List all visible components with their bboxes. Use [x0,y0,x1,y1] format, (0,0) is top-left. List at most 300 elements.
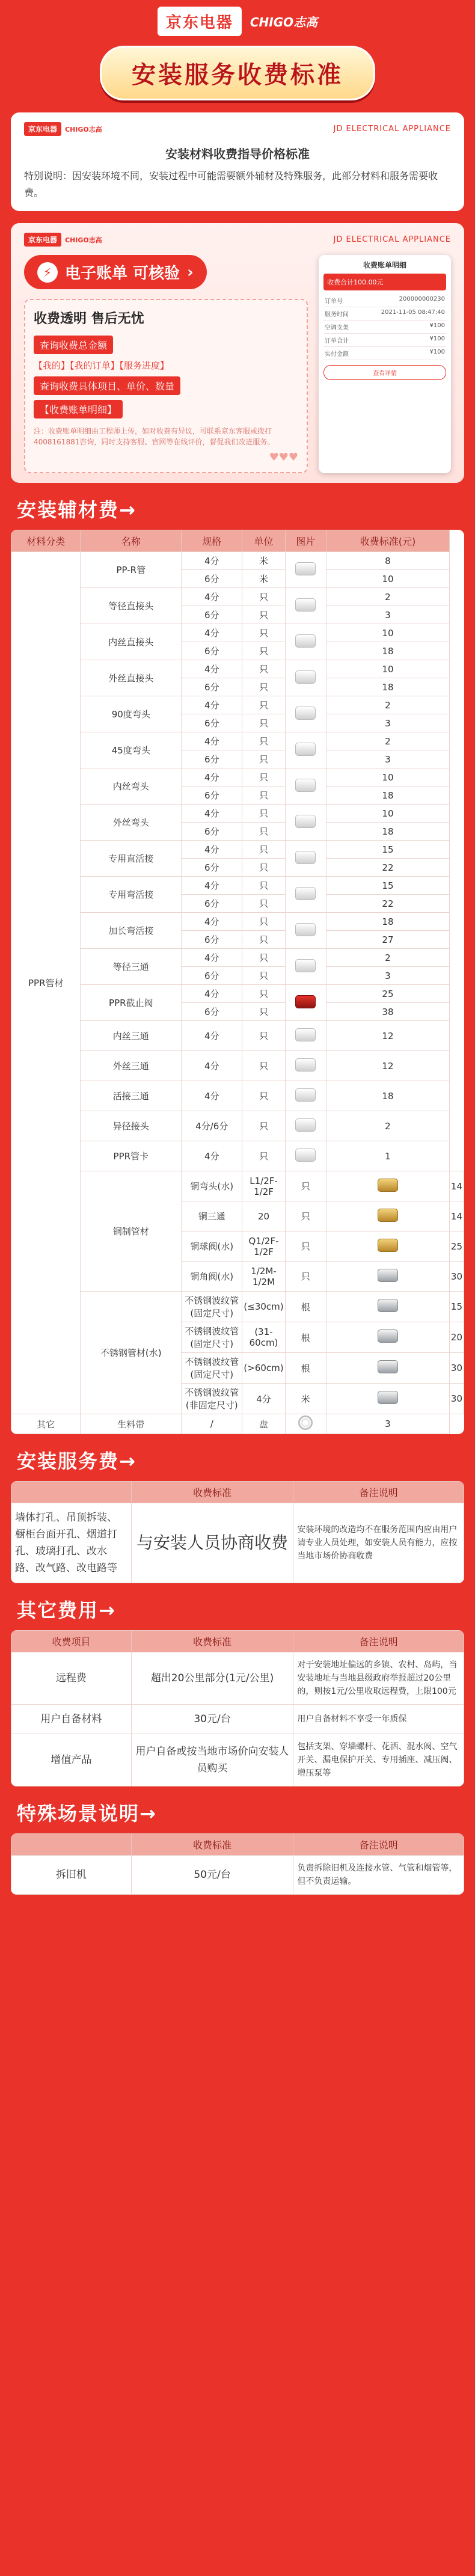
material-unit: 只 [242,967,285,985]
phone-rows [323,294,446,360]
material-image [326,1292,450,1322]
material-price: 10 [326,624,450,642]
phone-row-label: 订单号 [325,298,343,305]
ebill-left [24,255,308,473]
material-spec: 4分 [182,660,242,678]
material-unit: 只 [242,985,285,1003]
material-unit: 只 [242,750,285,768]
material-price: 2 [326,949,450,967]
fee-standard: 30元/台 [131,1705,293,1734]
material-price: 10 [326,768,450,787]
material-unit: 米 [242,552,285,570]
install-table-wrap [11,1481,464,1583]
ebill-eng-label: JD ELECTRICAL APPLIANCE [333,235,451,244]
material-name: 90度弯头 [81,696,182,732]
other-body [11,1652,464,1786]
fitting-icon [378,1209,398,1222]
material-name: 等径三通 [81,949,182,985]
phone-row [323,347,446,360]
material-unit: 盘 [242,1414,285,1434]
material-unit: 只 [242,823,285,841]
material-unit: 只 [285,1201,326,1231]
material-unit: 只 [242,732,285,750]
arrow-right-icon: › [187,263,194,281]
fee-standard: 用户自备或按当地市场价向安装人员购买 [131,1734,293,1786]
material-unit: 只 [242,660,285,678]
materials-table-wrap [11,530,464,1434]
notice-eng-label: JD ELECTRICAL APPLIANCE [333,124,451,133]
material-name: 外丝直接头 [81,660,182,696]
material-spec: 4分 [182,768,242,787]
table-row [11,1856,464,1895]
material-price: 15 [449,1292,464,1322]
fitting-icon [295,923,316,936]
other-section-title: 其它费用→ [17,1599,116,1622]
special-note: 负责拆除旧机及连接水管、气管和烟管等，但不负责运输。 [293,1856,464,1895]
material-spec: 4分/6分 [182,1111,242,1141]
material-spec: 4分 [182,1021,242,1051]
material-unit: 根 [285,1322,326,1353]
material-name: 加长弯活接 [81,913,182,949]
material-image [285,660,326,696]
table-row [11,1652,464,1705]
special-table-wrap [11,1833,464,1895]
material-category: 铜制管材 [81,1171,182,1292]
material-price: 2 [326,588,450,606]
special-table [11,1833,464,1895]
fitting-icon [298,1415,313,1430]
material-price: 15 [326,841,450,859]
material-image [285,1141,326,1171]
ebill-tag-bill: 【收费账单明细】 [34,400,123,419]
materials-body [11,552,464,1434]
material-image [285,768,326,805]
material-unit: 米 [285,1384,326,1414]
material-category: PPR管材 [11,552,81,1414]
material-price: 38 [326,1003,450,1021]
fitting-icon [295,995,316,1008]
material-image [285,913,326,949]
material-name: 铜弯头(水) [182,1171,242,1201]
material-price: 14 [449,1171,464,1201]
material-spec: 6分 [182,931,242,949]
ebill-tag-total: 查询收费总金额 [34,336,113,354]
materials-header-row [11,530,464,552]
hearts-icon: ♥♥♥ [269,451,298,464]
ebill-chigo-logo: CHIGO志高 [65,236,102,244]
material-price: 30 [449,1262,464,1292]
install-table [11,1481,464,1583]
notice-card-head [24,122,451,136]
material-name: 铜球阀(水) [182,1231,242,1262]
material-price: 3 [326,750,450,768]
material-spec: 1/2M-1/2M [242,1262,285,1292]
material-name: 铜角阀(水) [182,1262,242,1292]
fitting-icon [295,1148,316,1162]
material-price: 10 [326,570,450,588]
notice-text: 特别说明：因安装环境不同，安装过程中可能需要额外辅材及特殊服务，此部分材料和服务需要收费。 [24,170,438,198]
phone-row [323,320,446,334]
material-spec: 6分 [182,1003,242,1021]
ebill-grid [24,255,451,473]
fitting-icon [295,959,316,972]
materials-table [11,530,464,1434]
page-title: 安装服务收费标准 [100,46,375,100]
fee-note: 用户自备材料不享受一年质保 [293,1705,464,1734]
material-spec: 4分 [182,805,242,823]
material-spec: 4分 [182,732,242,750]
install-section-title: 安装服务费→ [17,1450,136,1473]
material-price: 1 [326,1141,450,1171]
material-unit: 只 [242,895,285,913]
fitting-icon [378,1239,398,1252]
material-unit: 只 [242,696,285,714]
phone-row-label: 服务时间 [325,311,349,318]
special-header-row [11,1834,464,1856]
material-spec: 4分 [242,1384,285,1414]
material-spec: / [182,1414,242,1434]
material-name: 45度弯头 [81,732,182,768]
material-unit: 只 [242,678,285,696]
fitting-icon [295,1058,316,1072]
material-price: 30 [449,1384,464,1414]
material-unit: 米 [242,570,285,588]
fitting-icon [378,1360,398,1373]
material-name: 活接三通 [81,1081,182,1111]
material-spec: 4分 [182,552,242,570]
fitting-icon [295,887,316,900]
material-spec: (31-60cm) [242,1322,285,1353]
phone-row [323,294,446,307]
material-price: 2 [326,696,450,714]
material-unit: 只 [242,787,285,805]
material-image [285,552,326,588]
material-unit: 只 [242,877,285,895]
phone-row-value: 2021-11-05 08:47:40 [381,309,445,316]
material-image [285,696,326,732]
material-price: 12 [326,1051,450,1081]
install-header-item [11,1482,132,1503]
install-header-row [11,1482,464,1503]
phone-row-value: ¥100 [429,336,445,342]
material-price: 20 [449,1322,464,1353]
install-header-note: 备注说明 [293,1482,464,1503]
title-wrap [0,42,475,112]
material-spec: 6分 [182,967,242,985]
fitting-icon [295,707,316,720]
material-spec: (≤30cm) [242,1292,285,1322]
install-note: 安装环境的改造均不在服务范围内应由用户请专业人员处理，如安装人员有能力，应按当地市场价协商收费 [293,1503,464,1583]
special-body [11,1856,464,1895]
material-name: 不锈钢波纹管(固定尺寸) [182,1322,242,1353]
install-header-standard: 收费标准 [131,1482,293,1503]
material-spec: 6分 [182,895,242,913]
ebill-box-title: 收费透明 售后无忧 [34,311,144,327]
material-unit: 只 [285,1171,326,1201]
fitting-icon [378,1269,398,1282]
material-spec: 4分 [182,841,242,859]
phone-row [323,307,446,320]
material-unit: 只 [285,1231,326,1262]
material-spec: 4分 [182,588,242,606]
brand-bar [0,0,475,42]
material-name: 内丝三通 [81,1021,182,1051]
material-image [285,1021,326,1051]
material-price: 3 [326,606,450,624]
material-spec: 6分 [182,750,242,768]
phone-detail-button[interactable]: 查看详情 [323,365,446,380]
material-category: 其它 [11,1414,81,1434]
material-unit: 只 [242,1003,285,1021]
fitting-icon [295,1028,316,1041]
material-name: 专用弯活接 [81,877,182,913]
material-spec: 6分 [182,714,242,732]
ebill-jd-logo: 京东电器 [24,233,61,247]
material-name: 等径直接头 [81,588,182,624]
jd-logo: 京东电器 [158,7,242,36]
fitting-icon [295,1118,316,1132]
material-spec: L1/2F-1/2F [242,1171,285,1201]
material-image [326,1201,450,1231]
other-header-item: 收费项目 [11,1631,132,1652]
material-image [285,805,326,841]
lightning-icon: ⚡ [37,262,58,283]
material-spec: 6分 [182,859,242,877]
material-unit: 只 [242,714,285,732]
fee-item: 增值产品 [11,1734,132,1786]
material-spec: 4分 [182,624,242,642]
material-unit: 只 [242,841,285,859]
material-price: 25 [449,1231,464,1262]
material-spec: 4分 [182,1051,242,1081]
material-unit: 只 [242,1051,285,1081]
material-name: 不锈钢波纹管(非固定尺寸) [182,1384,242,1414]
fitting-icon [378,1391,398,1404]
materials-header-cell: 单位 [242,530,285,552]
material-unit: 只 [242,768,285,787]
notice-logo [24,122,102,136]
material-unit: 只 [242,931,285,949]
fitting-icon [295,1088,316,1102]
material-image [326,1384,450,1414]
ebill-box [24,299,308,473]
table-row [11,552,464,570]
notice-jd-logo: 京东电器 [24,122,61,136]
material-name: 不锈钢波纹管(固定尺寸) [182,1353,242,1384]
material-image [285,1414,326,1434]
fee-standard: 超出20公里部分(1元/公里) [131,1652,293,1705]
material-spec: 6分 [182,787,242,805]
ebill-footnote: 注：收费账单明细由工程师上传，如对收费有异议，可联系京东客服或拨打4008161881咨询，同时支持客服、官网等在线评价，督促我们改进服务。 [34,427,275,446]
materials-section-title: 安装辅材费→ [17,498,136,521]
fitting-icon [295,670,316,684]
material-name: 异径接头 [81,1111,182,1141]
material-image [285,732,326,768]
table-row [11,1734,464,1786]
install-row [11,1503,464,1583]
materials-header-cell: 收费标准(元) [326,530,450,552]
fitting-icon [295,598,316,612]
material-image [285,1081,326,1111]
other-header-row [11,1631,464,1652]
fitting-icon [295,779,316,792]
phone-mockup [319,255,451,473]
fee-note: 包括支架、穿墙螺杆、花洒、混水阀、空气开关、漏电保护开关、专用插座、减压阀、增压泵等 [293,1734,464,1786]
material-spec: 4分 [182,949,242,967]
material-spec: 4分 [182,913,242,931]
material-price: 2 [326,732,450,750]
phone-row-value: 200000000230 [399,296,445,302]
material-spec: 6分 [182,678,242,696]
ebill-logo [24,233,102,247]
install-standard: 与安装人员协商收费 [131,1503,293,1583]
phone-row-label: 订单合计 [325,338,349,345]
material-unit: 只 [242,805,285,823]
material-name: 内丝弯头 [81,768,182,805]
material-unit: 只 [242,588,285,606]
material-spec: 20 [242,1201,285,1231]
special-header-note: 备注说明 [293,1834,464,1856]
materials-header-cell: 规格 [182,530,242,552]
material-spec: 4分 [182,696,242,714]
material-price: 30 [449,1353,464,1384]
material-image [285,985,326,1021]
fitting-icon [295,851,316,864]
other-header-note: 备注说明 [293,1631,464,1652]
material-unit: 只 [242,642,285,660]
material-name: 外丝三通 [81,1051,182,1081]
install-items: 墙体打孔、吊顶拆装、橱柜台面开孔、烟道打孔、玻璃打孔、改水路、改气路、改电路等 [11,1503,132,1583]
fee-note: 对于安装地址偏远的乡镇、农村、岛屿，当安装地址与当地县级政府举报超过20公里的，则按1元/公里收取远程费，上限100元 [293,1652,464,1705]
fee-item: 用户自备材料 [11,1705,132,1734]
special-section-title: 特殊场景说明→ [17,1802,157,1825]
material-spec: 6分 [182,823,242,841]
phone-title: 收费账单明细 [363,261,406,269]
material-image [326,1231,450,1262]
material-name: 专用直活接 [81,841,182,877]
ebill-pill [24,255,207,289]
material-unit: 只 [285,1262,326,1292]
material-unit: 根 [285,1353,326,1384]
phone-row-value: ¥100 [429,322,445,329]
ebill-tag-detail: 查询收费具体项目、单价、数量 [34,376,180,395]
material-unit: 只 [242,1111,285,1141]
material-image [326,1322,450,1353]
chigo-logo: CHIGO志高 [250,14,318,29]
material-name: 不锈钢波纹管(固定尺寸) [182,1292,242,1322]
phone-row [323,334,446,347]
material-image [326,1262,450,1292]
material-price: 18 [326,787,450,805]
ebill-steps: 【我的】【我的订单】【服务进度】 [34,360,170,371]
fitting-icon [295,815,316,828]
material-unit: 只 [242,624,285,642]
material-name: 内丝直接头 [81,624,182,660]
material-image [285,841,326,877]
material-image [285,1051,326,1081]
material-unit: 根 [285,1292,326,1322]
fitting-icon [295,743,316,756]
material-price: 8 [326,552,450,570]
material-spec: 4分 [182,1081,242,1111]
material-image [285,1111,326,1141]
materials-header-cell: 图片 [285,530,326,552]
material-price: 3 [326,1414,450,1434]
material-price: 2 [326,1111,450,1141]
material-unit: 只 [242,1081,285,1111]
other-header-standard: 收费标准 [131,1631,293,1652]
material-name: PPR截止阀 [81,985,182,1021]
material-category: 不锈钢管材(水) [81,1292,182,1414]
material-price: 25 [326,985,450,1003]
material-price: 12 [326,1021,450,1051]
materials-header-cell: 材料分类 [11,530,81,552]
material-name: PP-R管 [81,552,182,588]
special-header-item [11,1834,132,1856]
material-image [285,877,326,913]
material-price: 18 [326,678,450,696]
material-price: 18 [326,823,450,841]
fee-item: 远程费 [11,1652,132,1705]
material-price: 27 [326,931,450,949]
material-spec: 4分 [182,877,242,895]
material-name: PPR管卡 [81,1141,182,1171]
material-price: 22 [326,859,450,877]
material-price: 18 [326,642,450,660]
other-table [11,1630,464,1786]
special-item: 拆旧机 [11,1856,132,1895]
phone-row-label: 实付金额 [325,351,349,358]
material-spec: 6分 [182,606,242,624]
material-unit: 只 [242,1141,285,1171]
material-name: 铜三通 [182,1201,242,1231]
material-price: 18 [326,913,450,931]
ebill-pill-label: 电子账单 可核验 [65,265,180,283]
material-unit: 只 [242,859,285,877]
fitting-icon [378,1179,398,1192]
material-price: 10 [326,805,450,823]
material-unit: 只 [242,913,285,931]
fitting-icon [295,562,316,575]
material-name: 生料带 [81,1414,182,1434]
material-price: 22 [326,895,450,913]
material-image [285,624,326,660]
material-unit: 只 [242,949,285,967]
material-price: 15 [326,877,450,895]
material-price: 3 [326,714,450,732]
material-spec: 6分 [182,642,242,660]
material-image [285,949,326,985]
special-standard: 50元/台 [131,1856,293,1895]
material-price: 3 [326,967,450,985]
material-spec: 4分 [182,985,242,1003]
material-spec: (>60cm) [242,1353,285,1384]
material-name: 外丝弯头 [81,805,182,841]
material-image [326,1353,450,1384]
material-spec: 4分 [182,1141,242,1171]
ebill-card-head [24,233,451,247]
notice-card [11,112,464,211]
material-image [285,588,326,624]
material-price: 14 [449,1201,464,1231]
phone-row-value: ¥100 [429,349,445,355]
phone-banner: 收费合计100.00元 [323,274,446,290]
table-row [11,1705,464,1734]
fitting-icon [378,1299,398,1312]
ebill-card [11,223,464,483]
special-header-standard: 收费标准 [131,1834,293,1856]
phone-row-label: 空调支架 [325,325,349,331]
